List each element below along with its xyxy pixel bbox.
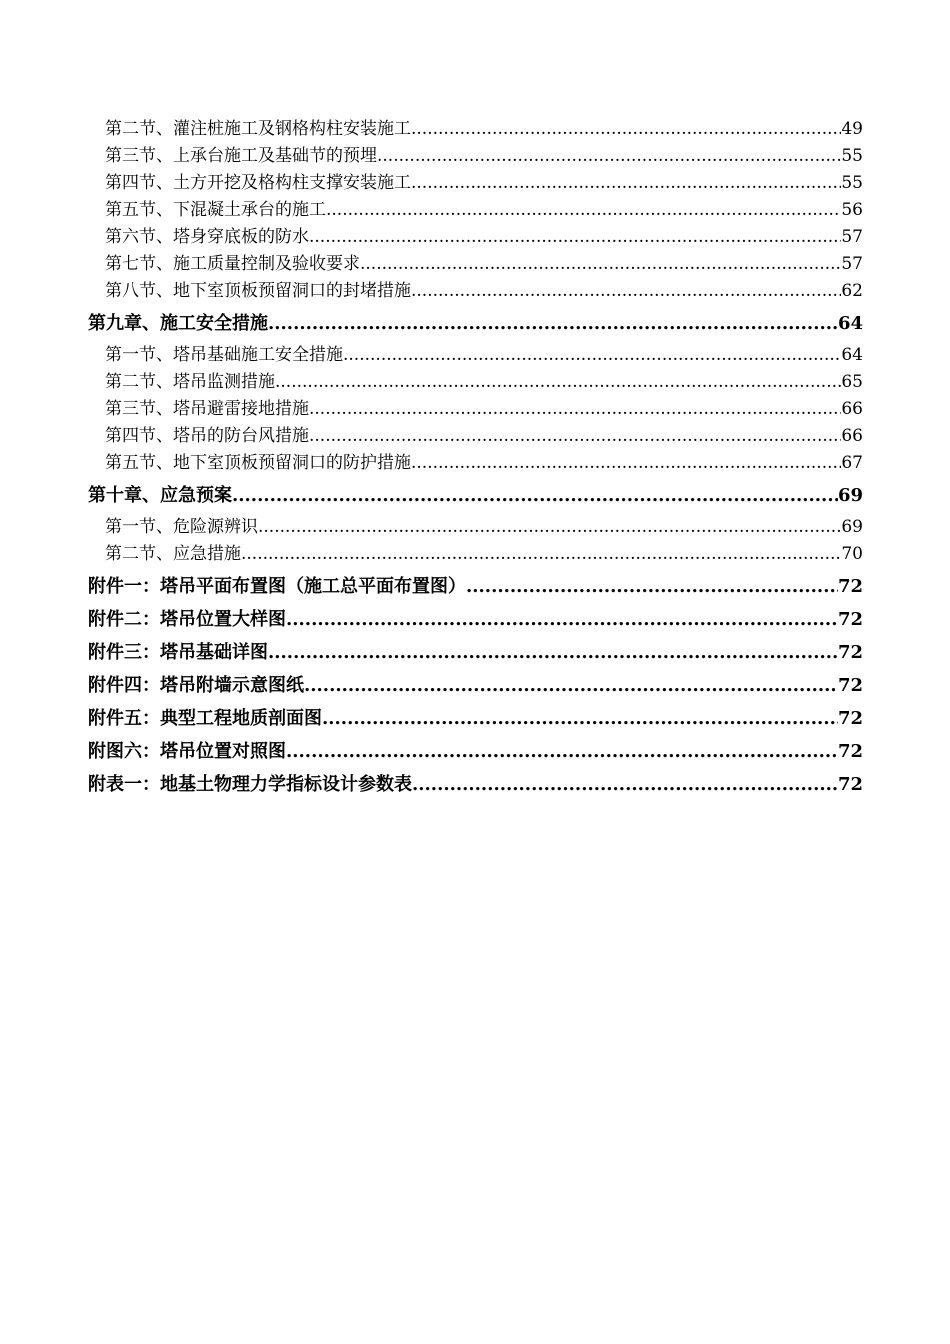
toc-dot-leader [360, 251, 841, 278]
toc-entry[interactable] [88, 514, 863, 541]
toc-appendix-page: 72 [837, 708, 863, 729]
toc-appendix-title: 附件五：典型工程地质剖面图 [88, 708, 322, 729]
toc-appendix-title: 附件四：塔吊附墙示意图纸 [88, 675, 304, 696]
toc-appendix-entry[interactable] [88, 705, 863, 733]
toc-dot-leader [377, 143, 841, 170]
toc-appendix-entry[interactable] [88, 771, 863, 799]
toc-entry-title: 第五节、下混凝土承台的施工 [105, 200, 326, 220]
toc-entry[interactable] [88, 369, 863, 396]
toc-entry-title: 第二节、塔吊监测措施 [105, 372, 275, 392]
toc-entry[interactable] [88, 396, 863, 423]
toc-entry[interactable] [88, 278, 863, 305]
toc-entry-title: 第二节、应急措施 [105, 544, 241, 564]
toc-dot-leader [286, 606, 838, 634]
toc-entry[interactable] [88, 116, 863, 143]
toc-entry-title: 第二节、灌注桩施工及钢格构柱安装施工 [105, 119, 411, 139]
table-of-contents [88, 116, 863, 803]
toc-entry-page: 49 [841, 119, 863, 139]
toc-entry-title: 第一节、危险源辨识 [105, 517, 258, 537]
toc-dot-leader [412, 771, 838, 799]
toc-entry[interactable] [88, 342, 863, 369]
toc-entry-page: 64 [841, 345, 863, 365]
toc-appendix-entry[interactable] [88, 639, 863, 667]
toc-entry[interactable] [88, 251, 863, 278]
toc-appendix-entry[interactable] [88, 606, 863, 634]
toc-appendix-page: 72 [837, 675, 863, 696]
toc-entry-page: 65 [841, 372, 863, 392]
toc-entry-page: 55 [841, 146, 863, 166]
toc-entry-page: 66 [841, 399, 863, 419]
toc-appendix-page: 72 [837, 576, 863, 597]
toc-appendix-page: 72 [837, 642, 863, 663]
toc-entry-page: 69 [841, 517, 863, 537]
toc-dot-leader [258, 514, 841, 541]
toc-dot-leader [309, 396, 841, 423]
toc-entry-page: 56 [841, 200, 863, 220]
toc-appendix-page: 72 [837, 741, 863, 762]
toc-appendix-page: 72 [837, 609, 863, 630]
toc-dot-leader [411, 450, 841, 477]
toc-dot-leader [268, 310, 838, 338]
toc-dot-leader [309, 224, 841, 251]
toc-entry[interactable] [88, 197, 863, 224]
toc-entry-title: 第四节、塔吊的防台风措施 [105, 426, 309, 446]
toc-entry[interactable] [88, 143, 863, 170]
toc-entry[interactable] [88, 423, 863, 450]
toc-entry-page: 57 [841, 254, 863, 274]
toc-entry-title: 第一节、塔吊基础施工安全措施 [105, 345, 343, 365]
toc-chapter-page: 64 [837, 313, 863, 334]
toc-entry-title: 第五节、地下室顶板预留洞口的防护措施 [105, 453, 411, 473]
toc-dot-leader [411, 116, 841, 143]
toc-entry-page: 67 [841, 453, 863, 473]
toc-appendix-title: 附件三：塔吊基础详图 [88, 642, 268, 663]
toc-appendix-page: 72 [837, 774, 863, 795]
toc-dot-leader [304, 672, 838, 700]
toc-dot-leader [343, 342, 841, 369]
toc-entry[interactable] [88, 170, 863, 197]
toc-entry-page: 57 [841, 227, 863, 247]
toc-appendix-entry[interactable] [88, 738, 863, 766]
toc-chapter-entry[interactable] [88, 482, 863, 510]
toc-appendix-title: 附件二：塔吊位置大样图 [88, 609, 286, 630]
toc-dot-leader [466, 573, 838, 601]
toc-dot-leader [411, 170, 841, 197]
toc-dot-leader [275, 369, 841, 396]
toc-dot-leader [268, 639, 838, 667]
toc-chapter-entry[interactable] [88, 310, 863, 338]
toc-entry-title: 第七节、施工质量控制及验收要求 [105, 254, 360, 274]
toc-entry[interactable] [88, 450, 863, 477]
toc-entry[interactable] [88, 541, 863, 568]
toc-entry-title: 第三节、塔吊避雷接地措施 [105, 399, 309, 419]
toc-entry-page: 55 [841, 173, 863, 193]
toc-appendix-title: 附表一：地基土物理力学指标设计参数表 [88, 774, 412, 795]
toc-dot-leader [232, 482, 838, 510]
toc-entry-title: 第四节、土方开挖及格构柱支撑安装施工 [105, 173, 411, 193]
toc-dot-leader [241, 541, 841, 568]
toc-chapter-page: 69 [837, 485, 863, 506]
toc-dot-leader [411, 278, 841, 305]
toc-entry[interactable] [88, 224, 863, 251]
toc-dot-leader [309, 423, 841, 450]
toc-chapter-title: 第九章、施工安全措施 [88, 313, 268, 334]
toc-appendix-entry[interactable] [88, 573, 863, 601]
toc-appendix-entry[interactable] [88, 672, 863, 700]
toc-entry-page: 62 [841, 281, 863, 301]
toc-entry-title: 第六节、塔身穿底板的防水 [105, 227, 309, 247]
toc-entry-title: 第三节、上承台施工及基础节的预埋 [105, 146, 377, 166]
toc-dot-leader [286, 738, 838, 766]
toc-entry-page: 70 [841, 544, 863, 564]
toc-entry-page: 66 [841, 426, 863, 446]
toc-appendix-title: 附件一：塔吊平面布置图（施工总平面布置图） [88, 576, 466, 597]
toc-chapter-title: 第十章、应急预案 [88, 485, 232, 506]
toc-appendix-title: 附图六：塔吊位置对照图 [88, 741, 286, 762]
toc-entry-title: 第八节、地下室顶板预留洞口的封堵措施 [105, 281, 411, 301]
toc-dot-leader [326, 197, 841, 224]
toc-dot-leader [322, 705, 838, 733]
